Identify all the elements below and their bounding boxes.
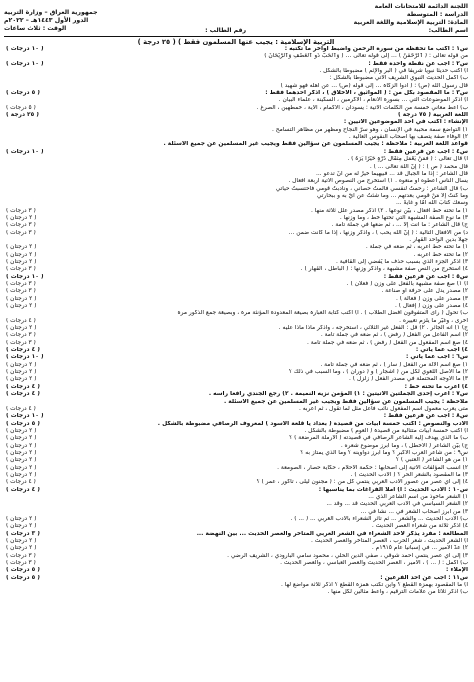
exam-line-text: ١) من هو الشاعر ( العتبي ) ؟ — [395, 457, 468, 464]
marks-label: ( ٤ درجات ) — [6, 405, 36, 412]
exam-line-text: ٤) إلى أي عصر من عصور الأدب العربي ينتمي كل من : ( مجنون ليلى ، تاكور ، عمر ) ؟ — [256, 479, 468, 486]
marks-label: ( ٢ درجتان ) — [6, 295, 37, 302]
exam-line — [4, 487, 468, 494]
exam-line — [4, 200, 468, 207]
exam-line — [4, 303, 468, 310]
exam-line-text: الإنشاء : اكتب في أحد الموضوعين الآتيين : — [343, 119, 468, 126]
exam-line-text: ب) تحول ( رأى المتفوقون أفضل الطلاب ) . أ) اكتب كتابة العبارة بصيغة المعدودة المؤنثة مرة ، وبصيغة جمع الذكور مرة — [177, 310, 468, 317]
marks-label: ( ٢ درجتان ) — [6, 214, 37, 221]
exam-line-text: ب) أكمل الحديث النبوي الشريف الآتي مضبوطاً بالشكل : — [329, 75, 468, 82]
exam-line — [4, 325, 468, 332]
subject-name: المادة: التربية الإسلامية واللغة العربية — [353, 19, 468, 26]
marks-label: ( ٤ درجات ) — [6, 347, 40, 354]
exam-line-text: أ) اكتب حديثاً نبوياً شريفاً في ( البر والإثم ) مضبوطاً بالشكل . — [319, 68, 468, 75]
exam-line-text: المطالعة : مفرد يذكر لأحد الشعراء في الشعر العربي المتأخر والعصر الحديث ... بين النهضة ... — [196, 530, 468, 537]
exam-line — [4, 252, 468, 259]
exam-line — [4, 83, 468, 90]
marks-label: ( ٢ درجتان ) — [6, 251, 37, 258]
exam-line — [4, 406, 468, 413]
exam-line — [4, 421, 468, 428]
marks-label: ( ٢ درجتان ) — [6, 464, 37, 471]
exam-line-text: ١) ما تحته خط أفعال ، بيّن نوعها . ٢) اذكر مصدر علل ثلاثة منها . — [310, 207, 468, 214]
exam-line — [4, 164, 468, 171]
exam-line — [4, 582, 468, 589]
exam-line — [4, 156, 468, 163]
student-name-label: اسم الطالب: — [428, 27, 468, 34]
exam-line — [4, 516, 468, 523]
exam-line-text: ج) بيّن الشاعر ( الأخطل ) ، وما أبرز موضوع شعره . — [340, 442, 468, 449]
exam-line — [4, 384, 468, 391]
exam-line — [4, 215, 468, 222]
exam-line-text: ٣) من أبرز أصحاب الشعر في ... نشأ في ... — [360, 508, 468, 515]
exam-line — [4, 391, 468, 398]
exam-line — [4, 450, 468, 457]
marks-label: ( ٢ درجتان ) — [6, 361, 37, 368]
exam-line — [4, 479, 468, 486]
marks-label: ( ٣ درجات ) — [6, 530, 40, 537]
marks-label: ( ٢٥ درجة ) — [6, 112, 39, 119]
exam-line-text: ب) أعط معاني خمسة من الكلمات الآتية : يسودان ، الأكمام ، الآية ، خمطهين ، الصرغ . — [256, 104, 468, 111]
exam-line-text: ب) ما الذي يهدف إليه الشاعر الرصافي في قصيدته ( الأرملة المرضعة ) ؟ — [289, 435, 468, 442]
section-title-islamic: التربية الإسلامية : يجيب عنها المسلمون فقط ) ( ٢٥ درجة ) — [137, 38, 335, 46]
exam-line-text: ب) اذكر ثلاثاً من علامات الترقيم ، وأعط مثالين لكل منها . — [327, 589, 468, 596]
exam-line-text: ب) أكمل : ( ... ) ، الأمير ، العصر الحديث والعصر العباسي ، والعصر الحديث . — [280, 560, 468, 567]
marks-label: ( ٢ درجتان ) — [6, 442, 37, 449]
exam-line — [4, 266, 468, 273]
exam-line — [4, 46, 468, 53]
student-number-label: رقم الطالب : — [205, 27, 247, 34]
marks-label: ( ٥ درجات ) — [6, 420, 40, 427]
exam-line-text: س٥ : أجب عن فرعين فقط : — [383, 273, 468, 280]
marks-label: ( ٢ درجتان ) — [6, 427, 37, 434]
study-level: الدراسة : المتوسطة — [406, 11, 468, 18]
exam-line-text: ١) الشعر مأخوذ من اسم الشاعر الذي ... — [368, 493, 468, 500]
marks-label: ( ٢ درجتان ) — [6, 258, 37, 265]
exam-line — [4, 457, 468, 464]
exam-body — [4, 46, 468, 597]
exam-session: الدور الأول ١٤٤٣هـ – ٢٠٢٢م — [4, 17, 89, 24]
exam-line-text: ١) صغ اسم الآلة من الفعل ( سار ) ، ثم ضعه في جملة تامة . — [320, 361, 468, 368]
exam-line — [4, 288, 468, 295]
marks-label: ( ٣ درجات ) — [6, 332, 36, 339]
exam-line-text: ٣) ما نوع الصفة المشبهة التي تحتها خط ، وما وزنها . — [339, 214, 468, 221]
exam-line-text: أ) اذكر الموضوعات التي … بسورة الأنعام ، الأكرمين ، السكينة ، علماء البيان . — [278, 97, 468, 104]
marks-label: ( ١٠ درجات ) — [6, 273, 44, 280]
exam-line — [4, 141, 468, 148]
exam-line — [4, 560, 468, 567]
marks-label: ( ٥ درجات ) — [6, 90, 40, 97]
exam-line — [4, 193, 468, 200]
exam-line — [4, 575, 468, 582]
marks-label: ( ٣ درجات ) — [6, 281, 36, 287]
marks-label: ( ١٠ درجات ) — [6, 413, 44, 420]
exam-line-text: س١١ : أجب عن أحد الفرعين : — [380, 574, 468, 581]
exam-line-text: ٤) صغ اسم المفعول من الفعل ( رفض ) ، ثم ضعه في جملة تامة . — [307, 339, 468, 346]
exam-line-text: ٢) الشعر السياسي في الأدب العربي الحديث قد ... وقد ... — [326, 501, 468, 508]
exam-line-text: س٦ : أجب عما يأتي : — [406, 354, 468, 361]
marks-label: ( ٢ درجتان ) — [6, 449, 37, 456]
exam-line — [4, 494, 468, 501]
exam-line — [4, 281, 468, 288]
exam-line — [4, 501, 468, 508]
exam-duration: الوقت : ثلاث ساعات — [4, 25, 67, 32]
marks-label: ( ٢ درجتان ) — [6, 369, 37, 376]
exam-line — [4, 443, 468, 450]
ministry-name: جمهورية العراق – وزارة التربية — [4, 9, 98, 16]
exam-line — [4, 347, 468, 354]
exam-line — [4, 354, 468, 361]
exam-line-text: الإملاء : — [446, 567, 468, 574]
exam-line — [4, 545, 468, 552]
exam-line — [4, 538, 468, 545]
header-right — [354, 3, 468, 35]
exam-line-text: س٣ : ما المقصود بكل من : ( المواثيق ، الأخلاق ) ، اذكر أحدهما فقط : — [265, 90, 468, 97]
exam-line-text: ب) الأدب الحديث ... والشعر ... ثم تأثر الشعراء بالأدب الغربي ... ( ... ) . — [290, 516, 468, 522]
exam-line-text: س٨ : أجب عن فرعين فقط : — [383, 413, 468, 420]
exam-line-text: ٤) أعرب ما تحته خط : — [404, 383, 468, 390]
exam-line-text: أ) الشعر الحديث ، شعر الحرب ، العصر المتأخر والعصر الحديث . — [311, 538, 468, 545]
exam-line-text: ب) قال الشاعر : رحمتُ لنفسي فالمتُ حصاني ، ونادبتُ قومي فاحتسبتُ حياتي — [275, 185, 468, 192]
marks-label: ( ١٠ درجات ) — [6, 46, 44, 52]
exam-line — [4, 332, 468, 339]
exam-line-text: أخرى ، وغيّر ما يلزم تغييره . — [399, 317, 468, 324]
exam-line — [4, 171, 468, 178]
exam-line-text: ١) التواضع سمة محببة في الإنسان ، وهو سرّ النجاح ومظهر من مظاهر التسامح . — [272, 126, 468, 133]
exam-line — [4, 465, 468, 472]
exam-line-text: قال رسول الله (ص) : ( أدوا الزكاة … إلى قوله (ص) … عن أهله فهو شهيد ) — [280, 82, 468, 89]
exam-line-text: ٢) ما تحته خط أعربه . — [413, 251, 468, 258]
exam-line-text: ٣) ما الأوجه المحتملة في مصدر الفعل ( زلزل ) . — [349, 376, 468, 383]
exam-line — [4, 208, 468, 215]
exam-line — [4, 376, 468, 383]
exam-line-text: أ) قال تعالى : ( فَمَنْ يَعْمَلْ مِثْقَالَ ذَرَّةٍ خَيْرًا يَرَهُ ) . — [347, 156, 468, 163]
exam-line — [4, 399, 468, 406]
marks-label: ( ٤ درجات ) — [6, 486, 40, 493]
marks-label: ( ٢ درجتان ) — [6, 376, 37, 383]
exam-line-text: جهلاً بدين الواحد القهار . — [409, 236, 468, 243]
exam-line-text: ج) ١) أنه الجائر . ٢) قل : الفعل غير الثلاثي ، استخرجه ، واذكر ماذا ماذا عليه . — [278, 325, 468, 332]
exam-line-text: ٢) اسم الفاعل من الفعل ( رفض ) ، ثم ضعه في جملة تامة . — [320, 332, 468, 339]
marks-label: ( ٥ درجات ) — [6, 574, 40, 581]
exam-line — [4, 90, 468, 97]
marks-label: ( ١٠ درجات ) — [6, 60, 44, 67]
exam-line — [4, 567, 468, 574]
exam-line — [4, 531, 468, 538]
exam-line — [4, 435, 468, 442]
exam-line-text: وسعكُ كتابَ الله أمّا و غايةً ... — [395, 200, 468, 207]
marks-label: ( ٢ درجتان ) — [6, 538, 37, 545]
exam-line-text: د) من الأفعال التالية : ( إنَّ الله يحب ) ، واذكر وزنها ، إذا ما كانت ضمن ... — [288, 229, 468, 236]
exam-line-text: ٢) ما الأصل اللغوي لكل من ( أشجار ) و ( دوران ) ، وما السبب في ذلك ؟ — [288, 369, 468, 376]
exam-line-text: ٤) استخرج من النص صفة مشبهة ، واذكر وزنها : ( الباطل ، القهار ) . — [300, 266, 468, 273]
exam-line — [4, 75, 468, 82]
marks-label: ( ٤ درجات ) — [6, 479, 36, 486]
exam-line-text: الأدب والنصوص : اكتب خمسة أبيات من قصيدة ( بغداد يا قلعة الأسود ) لمعروف الرصافي مضبوطة بالشكل . — [157, 420, 468, 427]
header-divider — [4, 36, 468, 37]
exam-line — [4, 112, 468, 119]
exam-line — [4, 362, 468, 369]
marks-label: ( ٣ درجات ) — [6, 560, 36, 567]
exam-line — [4, 472, 468, 479]
exam-line-text: قواعد اللغة العربية : ملاحظة : يجيب المسلمون عن سؤالين فقط ويجيب غير المسلمين عن جميع الأسئلة . — [163, 141, 468, 148]
exam-line — [4, 428, 468, 435]
exam-line-text: ٣) مصدر على وزن ( فعالة ) . — [395, 295, 468, 302]
marks-label: ( ٤ درجات ) — [6, 391, 40, 398]
exam-line — [4, 413, 468, 420]
exam-line-text: ٣) إلى أي عصر ينتمي أحمد شوقي ، صفي الدين الحلي ، محمود سامي البارودي ، الشريف الرضي . — [227, 552, 468, 559]
exam-line-text: أ) ١) صغ صفة مشبهة بالفعل على وزن ( فعلان ) . — [346, 281, 468, 287]
exam-line — [4, 53, 468, 60]
exam-line-text: يسألُ الناس أعطوه أو منعوه . ١) استخرج من النصوص الآتية أربعة أفعال . — [288, 178, 468, 185]
exam-line-text: س٧ : أعرب إحدى الجملتين الآتيتين : ١) المؤمن نزيه النميمة . ٢) رجع الجندي رافعاً رأسه . — [208, 391, 468, 398]
committee-name: اللجنة الدائمة للامتحانات العامة — [374, 3, 468, 10]
marks-label: ( ٢ درجتان ) — [6, 244, 37, 251]
marks-label: ( ٣ درجات ) — [6, 207, 36, 214]
exam-line — [4, 230, 468, 237]
header-mid — [205, 27, 246, 35]
marks-label: ( ٣ درجات ) — [6, 266, 36, 273]
exam-line — [4, 237, 468, 244]
exam-line-text: ٤) مصدر على وزن ( إفعال ) . — [394, 303, 468, 310]
exam-line-text: س٤ : أجب عن فرعين فقط : — [383, 148, 468, 155]
marks-label: ( ٣ درجات ) — [6, 222, 36, 229]
marks-label: ( ٥ درجات ) — [6, 567, 40, 574]
exam-line-text: قال محمد ( ص ) : ( إنَّ اللهَ تعالى ... ) . — [369, 163, 468, 170]
exam-line-text: ٣) ما المقصود بالشعر الحر ؟ ( الأدب الحديث ) . — [350, 471, 468, 478]
exam-line-text: أ) ما المقصود بهمزة القطع ؟ وأين تكتب همزة القطع ؟ اذكر ثلاثة مواضع لها . — [281, 582, 468, 589]
exam-line-text: ملاحظة : يجيب المسلمون عن سؤالين فقط ويجيب غير المسلمين عن جميع الأسئلة . — [223, 398, 468, 405]
exam-line-text: س١٠ : الأدب الحديث : أ) املأ الفراغات بما يناسبها : — [318, 486, 468, 493]
marks-label: ( ٢ درجتان ) — [6, 516, 37, 522]
exam-line — [4, 589, 468, 596]
exam-line-text: من قوله تعالى : ( ٱلرَّحْمَٰنُ ) … إلى قوله تعالى … ( وَٱلْحَبُّ ذُو ٱلْعَصْفِ وَٱلرَّيْحَانُ ) — [264, 53, 468, 60]
marks-label: ( ٢ درجتان ) — [6, 435, 37, 442]
marks-label: ( ٢ درجتان ) — [6, 471, 37, 478]
marks-label: ( ٣ درجات ) — [6, 552, 36, 559]
exam-line — [4, 523, 468, 530]
exam-line — [4, 340, 468, 347]
exam-line-text: ٤) أجب عما يأتي : — [415, 347, 468, 354]
exam-line — [4, 369, 468, 376]
exam-line-text: قال الشاعر : إذا ما الجبال قد ... فبيهيما خيرٌ له من أنْ تدعو ... — [316, 170, 468, 177]
exam-line — [4, 222, 468, 229]
exam-line-text: س٢ : أجب عن نقطة واحدة فقط : — [368, 60, 468, 67]
marks-label: ( ٥ درجات ) — [6, 104, 36, 111]
exam-line — [4, 553, 468, 560]
exam-line-text: ج) قال الشاعر : ما أنت إلاّ ... ، ثم ضعها في جملة تامة . — [331, 222, 468, 229]
exam-line — [4, 119, 468, 126]
marks-label: ( ١٠ درجات ) — [6, 148, 44, 155]
exam-line-text: س١ : اكتب ما تحفظه من سورة الرحمن واضبط أواخر ما تكتبه : — [284, 46, 468, 52]
exam-line — [4, 296, 468, 303]
exam-line — [4, 178, 468, 185]
marks-label: ( ٣ درجات ) — [6, 339, 36, 346]
exam-line — [4, 127, 468, 134]
exam-line — [4, 149, 468, 156]
marks-label: ( ٤ درجات ) — [6, 317, 36, 324]
exam-line — [4, 318, 468, 325]
exam-line — [4, 310, 468, 317]
exam-line — [4, 509, 468, 516]
exam-line — [4, 105, 468, 112]
exam-line — [4, 134, 468, 141]
exam-line — [4, 244, 468, 251]
marks-label: ( ٢ درجتان ) — [6, 545, 37, 552]
exam-line-text: متى يعرب معمول اسم المفعول نائب فاعل مثل لما تقول ، ثم أعربه . — [299, 405, 468, 412]
header-left — [4, 3, 98, 33]
marks-label: ( ١٠ درجات ) — [6, 354, 44, 361]
exam-line — [4, 274, 468, 281]
exam-line-text: ٤) اذكر ثلاثة من شعراء العصر الحديث . — [371, 523, 468, 530]
exam-line-text: وما كنتُ إلاّ مَنْ قومي بعدتهم ... وما شئتُ عن أيّ به و ببحارتي — [316, 192, 468, 199]
exam-line-text: ٢) مصدر يدل على حرفة أو صناعة . — [381, 288, 468, 295]
exam-header — [4, 3, 468, 35]
exam-line-text: ٣) اذكر الجزء الذي بسبب حذف ما يُفضي إلى القافية . — [336, 258, 468, 265]
marks-label: ( ٣ درجات ) — [6, 288, 36, 295]
exam-line — [4, 61, 468, 68]
exam-line — [4, 97, 468, 104]
exam-line-text: ٢) الوفاء صفة يتصف بها أصحاب النفوس العالية . — [348, 134, 468, 141]
marks-label: ( ٢ درجتان ) — [6, 457, 37, 464]
exam-line-text: اللغة العربية ( ٧٥ درجة ) — [397, 112, 468, 119]
exam-line — [4, 68, 468, 75]
marks-label: ( ٢ درجتان ) — [6, 303, 37, 310]
exam-line-text: س٩ : من شاعر العرب الأكبر ؟ وما أبرز دواوينه ؟ وما الذي يمتاز به ؟ — [300, 449, 468, 456]
marks-label: ( ٣ درجات ) — [6, 229, 36, 236]
exam-line-text: ٢) عدّ الأمير ... في إسبانيا عام ١٩١٥م . — [371, 545, 468, 552]
exam-line — [4, 186, 468, 193]
exam-line — [4, 259, 468, 266]
exam-line-text: أ) اكتب خمسة أبيات متتالية من قصيدة ( العوم ) مضبوطة بالشكل . — [304, 427, 468, 434]
marks-label: ( ٢ درجتان ) — [6, 523, 37, 530]
exam-line-text: ٢) انسب المؤلفات الآتية إلى أصحابها : حكمة الأحلام ، حكاية حصار ، الصومعة . — [277, 464, 468, 471]
marks-label: ( ٤ درجات ) — [6, 383, 40, 390]
marks-label: ( ٢ درجتان ) — [6, 325, 37, 332]
exam-line-text: ١) ما تحته خط أعربه ، ثم ضعه في جملة . — [365, 244, 468, 251]
